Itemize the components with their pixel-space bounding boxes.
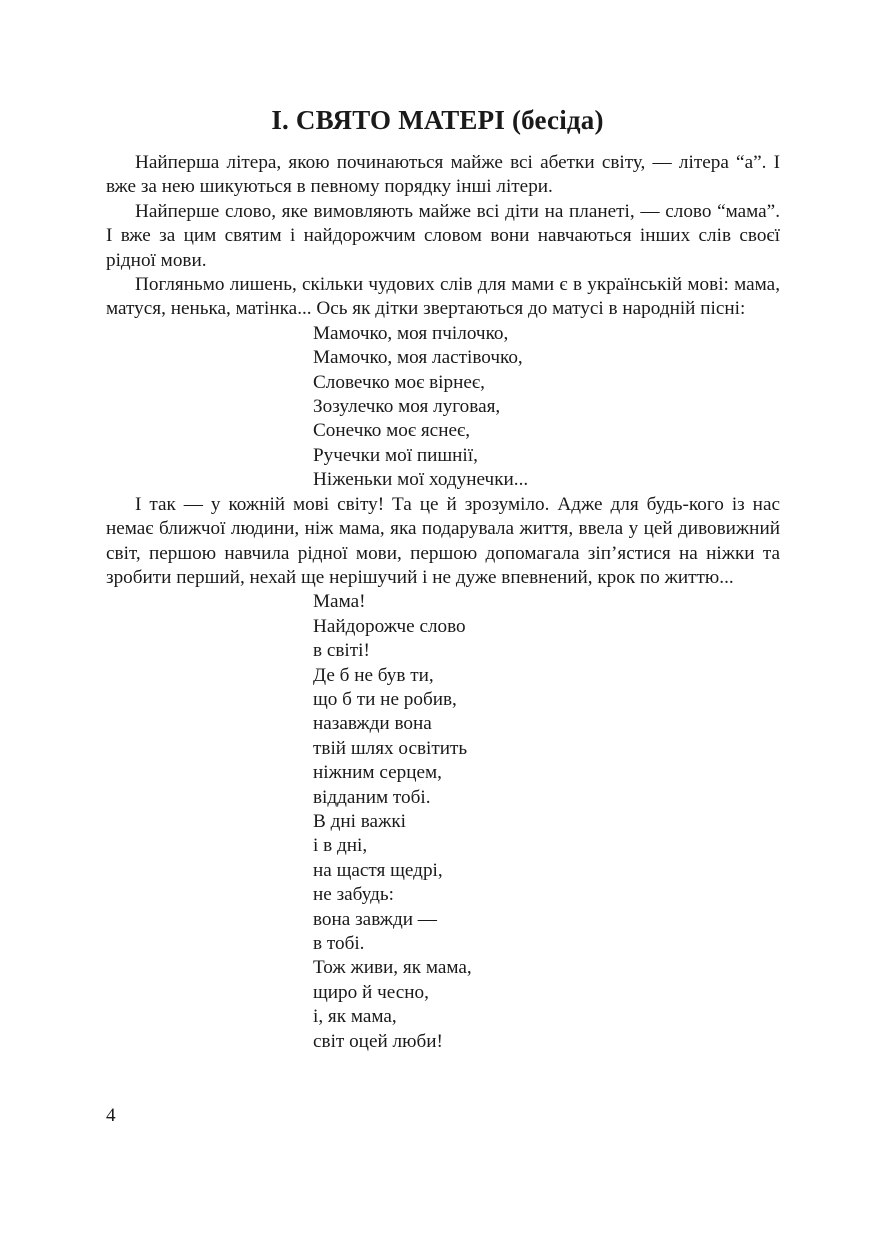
verse-line: на щастя щедрі, — [313, 859, 443, 881]
verse-line: ніжним серцем, — [313, 762, 442, 784]
verse-line: Словечко моє вірнеє, — [313, 371, 485, 393]
verse-line: Ручечки мої пишнії, — [313, 444, 478, 466]
verse-line: Тож живи, як мама, — [313, 957, 472, 979]
verse-line: Сонечко моє яснеє, — [313, 420, 471, 442]
page-title: І. СВЯТО МАТЕРІ (бесіда) — [271, 105, 604, 135]
verse-line: вона завжди — — [313, 908, 437, 930]
verse-line: твій шлях освітить — [313, 737, 468, 759]
poem-verse — [106, 590, 780, 1054]
verse-line: Мамочко, моя ластівочко, — [313, 347, 523, 369]
body-text — [106, 151, 780, 1054]
verse-line: назавжди вона — [313, 713, 432, 735]
verse-line: Мама! — [313, 591, 366, 613]
verse-line: В дні важкі — [313, 810, 406, 832]
verse-line: в тобі. — [313, 933, 365, 954]
verse-line: в світі! — [313, 640, 370, 662]
page-number: 4 — [106, 1105, 116, 1126]
verse-line: Мамочко, моя пчілочко, — [313, 322, 509, 344]
verse-line: і в дні, — [313, 835, 368, 857]
verse-line: Зозулечко моя луговая, — [313, 396, 501, 418]
verse-line: і, як мама, — [313, 1006, 397, 1028]
verse-line: що б ти не робив, — [313, 688, 457, 710]
verse-line: Найдорожче слово — [313, 615, 466, 637]
paragraph-4: І так — у кожній мові світу! Та це й зрозуміло. Адже для будь-кого із нас немає ближчої людини, ніж мама, яка подарувала життя, ввела у цей дивовижний світ, першою навчила рідної мови, першою допомагала зіп’ястися на ніжки та зробити перший, нехай ще нерішучий і не дуже впевнений, крок по життю... — [106, 493, 780, 588]
verse-line: Ніженьки мої ходунечки... — [313, 469, 529, 491]
verse-line: світ оцей люби! — [313, 1030, 443, 1052]
paragraph-2: Найперше слово, яке вимовляють майже всі діти на планеті, — слово “мама”. І вже за цим святим і найдорожчим словом вони навчаються інших слів своєї рідної мови. — [106, 200, 780, 271]
verse-line: відданим тобі. — [313, 786, 431, 808]
verse-line: Де б не був ти, — [313, 664, 434, 686]
verse-line: не забудь: — [313, 884, 394, 906]
paragraph-1: Найперша літера, якою починаються майже всі абетки світу, — літера “а”. І вже за нею шикуються в певному порядку інші літери. — [106, 152, 780, 198]
verse-line: щиро й чесно, — [313, 981, 429, 1003]
paragraph-3: Погляньмо лишень, скільки чудових слів для мами є в українській мові: мама, матуся, ненька, матінка... Ось як дітки звертаються до матусі в народній пісні: — [106, 274, 780, 320]
folk-song-verse — [106, 322, 780, 493]
